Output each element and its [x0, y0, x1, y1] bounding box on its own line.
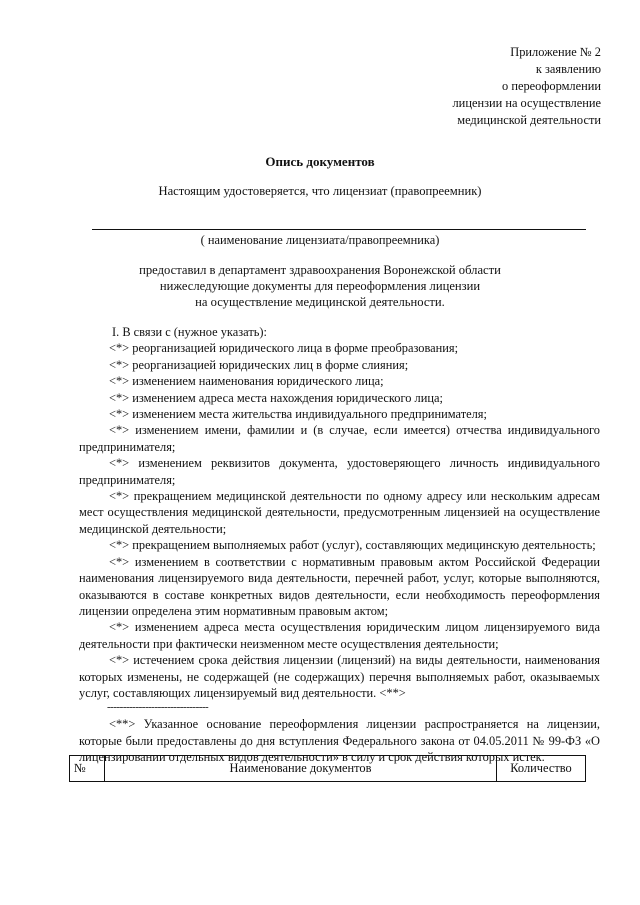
licensee-name-caption: ( наименование лицензиата/правопреемника) — [200, 233, 440, 247]
appendix-line: лицензии на осуществление — [452, 96, 601, 110]
appendix-header — [453, 44, 602, 129]
reason-item: <*> изменением адреса места осуществления юридическим лицом лицензируемого вида деятельности при фактически неизменном месте осуществления деятельности; — [79, 620, 600, 651]
reason-item: <*> реорганизацией юридических лиц в форме слияния; — [109, 357, 409, 372]
reasons-section — [79, 324, 600, 766]
reason-item: <*> изменением в соответствии с нормативным правовым актом Российской Федерации наименования лицензируемого вида деятельности, перечней работ, услуг, которые выполняются, оказываются в составе конкретных видов деятельности, если необходимость переоформления лицензии определена этим нормативным правовым актом; — [79, 554, 600, 618]
submitted-line: предоставил в департамент здравоохранения Воронежской области — [139, 263, 501, 277]
submitted-line: нижеследующие документы для переоформления лицензии — [159, 279, 481, 293]
appendix-line: о переоформлении — [502, 79, 601, 93]
reason-item: <*> прекращением медицинской деятельности по одному адресу или нескольким адресам мест осуществления медицинской деятельности, предусмотренным лицензией на осуществление медицинской деятельности; — [79, 489, 600, 536]
appendix-line: к заявлению — [535, 62, 601, 76]
appendix-line: Приложение № 2 — [510, 45, 601, 59]
footnote-separator: -------------------------------- — [107, 702, 209, 714]
reason-item: <*> изменением наименования юридического лица; — [109, 374, 384, 389]
column-header-document-name: Наименование документов — [105, 756, 497, 782]
section-heading: I. В связи с (нужное указать): — [112, 325, 267, 339]
submitted-statement — [0, 262, 640, 310]
reason-item: <*> изменением адреса места нахождения юридического лица; — [109, 390, 443, 405]
reason-item: <*> прекращением выполняемых работ (услуг), составляющих медицинскую деятельность; — [109, 538, 596, 553]
submitted-line: на осуществление медицинской деятельности. — [195, 295, 445, 309]
reason-item: <*> реорганизацией юридического лица в форме преобразования; — [109, 341, 459, 356]
reason-item: <*> изменением реквизитов документа, удостоверяющего личность индивидуального предпринимателя; — [79, 456, 600, 487]
table-header-row — [70, 756, 586, 782]
column-header-number: № — [70, 756, 105, 782]
licensee-name-blank — [92, 229, 586, 230]
document-title: Опись документов — [265, 154, 375, 169]
documents-table — [69, 755, 586, 782]
intro-text: Настоящим удостоверяется, что лицензиат (правопреемник) — [158, 184, 482, 198]
reason-item: <*> изменением места жительства индивидуального предпринимателя; — [109, 407, 487, 422]
column-header-quantity: Количество — [497, 756, 586, 782]
appendix-line: медицинской деятельности — [457, 113, 601, 127]
footnote: <**> Указанное основание переоформления лицензии распространяется на лицензии, которые были предоставлены до дня вступления Федерального закона от 04.05.2011 № 99-ФЗ «О лицензировании отдельных видов деятельности» в силу и срок действия которых истек. — [79, 717, 600, 765]
reason-item: <*> изменением имени, фамилии и (в случае, если имеется) отчества индивидуального предпринимателя; — [79, 423, 600, 454]
reason-item: <*> истечением срока действия лицензии (лицензий) на виды деятельности, наименования которых изменены, не содержащей (не содержащих) перечня выполняемых работ, оказываемых услуг, составляющих лицензируемый вид деятельности. <**> — [79, 653, 600, 700]
